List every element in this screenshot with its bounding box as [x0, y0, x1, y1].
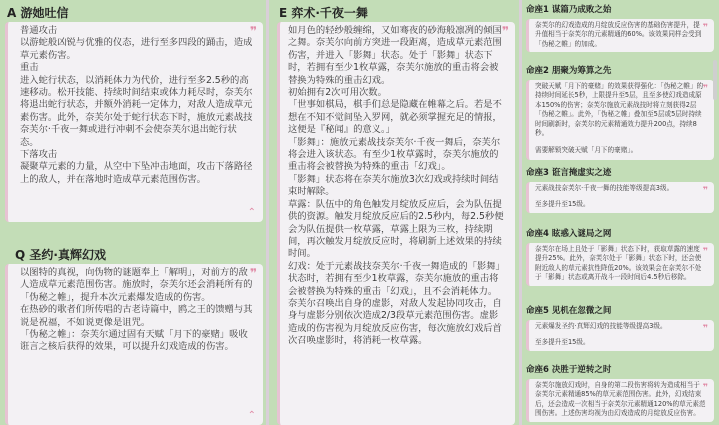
constellation-card [526, 182, 714, 213]
quote-icon: ❞ [702, 186, 708, 196]
column-constellations [526, 0, 714, 425]
para-5: 进入蛇行状态，以消耗体力为代价，进行至多2.5秒的高速移动。松开技能、持续时间结束或体力耗尽时，奈芙尔将退出蛇行状态，并额外消耗一定体力，对敌人造成草元素伤害。此外，奈芙尔处于蛇行状态下时，施放元素战技奈芙尔·千夜一舞或进行冲刺不会使奈芙尔退出蛇行状态。 [20, 74, 253, 148]
constellation-text: 元素爆发圣约·真辉幻戏的技能等级提高3级。 [535, 322, 667, 330]
constellation-title: 命座3 诳言掩虚实之迹 [526, 168, 612, 178]
column-divider [519, 0, 522, 425]
quote-icon: ❞ [249, 24, 257, 38]
section-title-skill: E 弈术·千夜一舞 [279, 6, 368, 20]
para-8: 凝聚草元素的力量，从空中下坠冲击地面，攻击下落路径上的敌人，并在落地时造成草元素范围伤害。 [20, 161, 253, 185]
collapse-chevron-icon[interactable]: ⌃ [247, 207, 256, 218]
section-title-burst: Q 圣约·真辉幻戏 [15, 248, 106, 262]
constellation-5 [526, 306, 714, 351]
constellation-card [526, 19, 714, 52]
column-divider [266, 0, 269, 425]
para-13: 幻戏：处于元素战技奈芙尔·千夜一舞造成的「影舞」状态时，若拥有至少1枚草露，奈芙尔施放的重击将会被替换为特殊的重击「幻戏」，且不会消耗体力。奈芙尔召唤出自身的虚影，对敌人发起协同攻击，自身与虚影分别依次造成2/3段草元素范围伤害。虚影造成的伤害视为月绽放反应伤害，每次施放幻戏后首次召唤虚影时，将消耗一枚草露。 [288, 260, 505, 347]
column-normal-attack-and-burst [5, 0, 263, 425]
constellation-4 [526, 229, 714, 286]
constellation-1 [526, 5, 714, 52]
quote-icon: ❞ [702, 324, 708, 334]
quote-icon: ❞ [702, 383, 708, 393]
constellation-text: 突破天赋「月下的豪赌」的效果获得强化：「伪秘之帷」的持续时间延长5秒，上限提升至5层，且至多使幻戏造成原本150%的伤害；奈芙尔施放元素战技时将立刻获得2层「伪秘之帷」。此外，「伪秘之帷」叠加至5层或5层时持续时间刷新时，奈芙尔的元素精通效力提升200点，持续8秒。 [535, 82, 704, 138]
constellation-text: 元素战技奈芙尔·千夜一舞的技能等级提高3级。 [535, 184, 674, 192]
scrollbar-thumb[interactable] [713, 60, 717, 100]
constellation-text: 奈芙尔施放幻戏时，自身的第二段伤害将转为造成相当于奈芙尔元素精通85%的草元素范围伤害。此外，幻戏结束后，还会造成一次相当于奈芙尔元素精通120%的草元素范围伤害。上述伤害均视为由幻戏造成的月绽放反应伤害。 [535, 381, 706, 418]
para-3: 初始拥有2次可用次数。 [288, 87, 387, 99]
section-title-normal-attack: A 游她吐信 [7, 6, 69, 20]
constellation-text: 奈芙尔在场上且处于「影舞」状态下时，获取草露的速度提升25%。此外，奈芙尔处于「影舞」状态下时，还会使附近敌人的草元素抗性降低20%。该效果会在奈芙尔不处于「影舞」状态或离开战斗一段时间后4.5秒后移除。 [535, 245, 702, 282]
constellation-card [526, 379, 714, 422]
para-5: 「世事如棋局，棋手们总是隐藏在帷幕之后。若是不想在不知不觉间坠入罗网，就必须掌握充足的情报，这便是『秘闻』的意义。」 [288, 99, 502, 136]
para-3: 在热砂的歌者们所传唱的古老诗篇中，鸥之王的馈赠与其说是祝福，不如说更像是诅咒。 [20, 304, 253, 328]
quote-icon: ❞ [702, 84, 708, 94]
card-normal-attack [5, 22, 263, 222]
constellation-card [526, 320, 714, 351]
constellation-title: 命座2 朋聚为筹算之先 [526, 66, 612, 76]
constellation-note: 至多提升至15级。 [535, 200, 590, 209]
quote-icon: ❞ [249, 266, 257, 280]
constellation-title: 命座4 眩惑入谜局之网 [526, 229, 612, 239]
para-5: 「伪秘之帷」：奈芙尔通过固有天赋「月下的豪赌」吸收诳言之核后获得的效果，可以提升幻戏造成的伤害。 [20, 329, 248, 353]
constellation-note: 至多提升至15级。 [535, 338, 590, 347]
para-7: 下落攻击 [20, 149, 58, 161]
constellation-title: 命座6 决胜于逆转之时 [526, 365, 612, 375]
constellation-card [526, 80, 714, 160]
column-skill [277, 0, 515, 425]
para-1: 普通攻击 [20, 25, 58, 36]
constellation-note: 需要解锁突破天赋「月下的豪赌」。 [535, 146, 638, 155]
para-11: 草露：队伍中的角色触发月绽放反应后，会为队伍提供的资源。触发月绽放反应后的2.5秒内，每2.5秒便会为队伍提供一枚草露，草露上限为三枚，持续期间，再次触发月绽放反应时，将刷新上述效果的持续时间。 [288, 198, 504, 260]
quote-icon: ❞ [501, 24, 509, 38]
constellation-title: 命座5 见机在忽微之间 [526, 306, 612, 316]
para-1: 以图特的真视，向伪物的谜题奉上「解明」，对前方的敌人造成草元素范围伤害。施放时，奈芙尔还会消耗所有的「伪秘之帷」，提升本次元素爆发造成的伤害。 [20, 267, 253, 303]
quote-icon: ❞ [702, 247, 708, 257]
para-2: 以游蛇般凶锐与优雅的仪态，进行至多四段的踊击，造成草元素伤害。 [20, 37, 253, 61]
collapse-chevron-icon[interactable]: ⌃ [247, 410, 256, 421]
card-skill [277, 22, 515, 425]
constellation-text: 奈芙尔的幻戏造成的月绽放反应伤害的基础伤害提升，提升值相当于奈芙尔的元素精通的60%。该效果同样会受到「伪秘之帷」的加成。 [535, 21, 702, 48]
constellation-3 [526, 168, 714, 213]
constellation-title: 命座1 谋篇乃成败之始 [526, 5, 612, 15]
card-burst [5, 264, 263, 425]
para-9: 「影舞」状态将在奈芙尔施放3次幻戏或持续时间结束时解除。 [288, 173, 499, 198]
para-1: 如月色的轻纱般缠绵，又如骞夜的砂海般凛冽的倾国之舞。奈芙尔向前方突进一段距离，造成草元素范围伤害，并进入「影舞」状态。处于「影舞」状态下时，若拥有至少1枚草露，奈芙尔施放的重击将会被替换为特殊的重击幻戏。 [288, 25, 502, 86]
quote-icon: ❞ [702, 23, 708, 33]
constellation-2 [526, 66, 714, 160]
para-7: 「影舞」：施放元素战技奈芙尔·千夜一舞后，奈芙尔将会进入该状态。有至少1枚草露时，奈芙尔施放的重击将会被替换为特殊的重击「幻戏」。 [288, 136, 501, 173]
constellation-card [526, 243, 714, 286]
para-4: 重击 [20, 62, 39, 74]
constellation-6 [526, 365, 714, 422]
